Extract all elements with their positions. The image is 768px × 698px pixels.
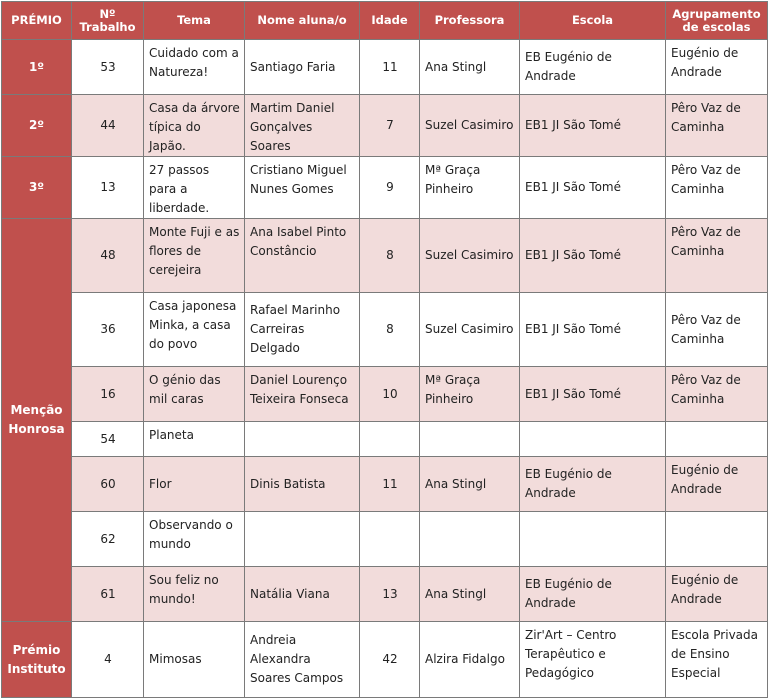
table-row <box>2 293 768 367</box>
escola-cell: EB Eugénio de Andrade <box>520 40 666 95</box>
idade-cell: 42 <box>360 622 420 698</box>
escola-cell: EB Eugénio de Andrade <box>520 567 666 622</box>
tema-cell: Casa da árvore típica do Japão. <box>144 95 245 157</box>
idade-cell: 13 <box>360 567 420 622</box>
agrupamento-cell <box>666 422 768 457</box>
premio-cell: Menção Honrosa <box>2 219 72 622</box>
nome-cell: Cristiano Miguel Nunes Gomes <box>245 157 360 219</box>
numero-cell: 4 <box>72 622 144 698</box>
escola-cell: EB1 JI São Tomé <box>520 367 666 422</box>
header-numero <box>72 2 144 40</box>
premio-cell: 1º <box>2 40 72 95</box>
agrupamento-cell: Escola Privada de Ensino Especial <box>666 622 768 698</box>
premio-cell: 2º <box>2 95 72 157</box>
idade-cell: 10 <box>360 367 420 422</box>
agrupamento-cell: Eugénio de Andrade <box>666 40 768 95</box>
idade-cell: 11 <box>360 40 420 95</box>
nome-cell: Martim Daniel Gonçalves Soares <box>245 95 360 157</box>
professora-cell: Ana Stingl <box>420 457 520 512</box>
tema-cell: Planeta <box>144 422 245 457</box>
escola-cell: EB1 JI São Tomé <box>520 157 666 219</box>
numero-cell: 36 <box>72 293 144 367</box>
escola-cell: EB1 JI São Tomé <box>520 293 666 367</box>
numero-cell: 61 <box>72 567 144 622</box>
professora-cell: Ana Stingl <box>420 567 520 622</box>
idade-cell: 9 <box>360 157 420 219</box>
escola-cell <box>520 422 666 457</box>
table-row <box>2 367 768 422</box>
professora-cell: Mª Graça Pinheiro <box>420 157 520 219</box>
tema-cell: 27 passos para a liberdade. <box>144 157 245 219</box>
header-nome: Nome aluna/o <box>245 2 360 40</box>
agrupamento-cell: Eugénio de Andrade <box>666 567 768 622</box>
header-escola: Escola <box>520 2 666 40</box>
agrupamento-cell: Pêro Vaz de Caminha <box>666 293 768 367</box>
escola-cell <box>520 512 666 567</box>
idade-cell <box>360 512 420 567</box>
agrupamento-cell <box>666 512 768 567</box>
nome-cell <box>245 512 360 567</box>
agrupamento-cell: Pêro Vaz de Caminha <box>666 95 768 157</box>
agrupamento-cell: Pêro Vaz de Caminha <box>666 157 768 219</box>
header-professora: Professora <box>420 2 520 40</box>
idade-cell: 7 <box>360 95 420 157</box>
numero-cell: 53 <box>72 40 144 95</box>
idade-cell: 8 <box>360 293 420 367</box>
header-row <box>2 2 768 40</box>
awards-table <box>1 1 768 698</box>
idade-cell: 8 <box>360 219 420 293</box>
table-row <box>2 40 768 95</box>
professora-cell: Suzel Casimiro <box>420 293 520 367</box>
header-tema: Tema <box>144 2 245 40</box>
table-row <box>2 457 768 512</box>
professora-cell: Suzel Casimiro <box>420 95 520 157</box>
header-numero-line1: Nº <box>99 6 116 21</box>
escola-cell: Zir'Art – Centro Terapêutico e Pedagógico <box>520 622 666 698</box>
tema-cell: Casa japonesa Minka, a casa do povo <box>144 293 245 367</box>
professora-cell: Suzel Casimiro <box>420 219 520 293</box>
numero-cell: 54 <box>72 422 144 457</box>
tema-cell: O génio das mil caras <box>144 367 245 422</box>
nome-cell: Dinis Batista <box>245 457 360 512</box>
nome-cell: Natália Viana <box>245 567 360 622</box>
professora-cell: Ana Stingl <box>420 40 520 95</box>
nome-cell: Daniel Lourenço Teixeira Fonseca <box>245 367 360 422</box>
tema-cell: Monte Fuji e as flores de cerejeira <box>144 219 245 293</box>
table-row <box>2 157 768 219</box>
nome-cell: Santiago Faria <box>245 40 360 95</box>
professora-cell: Mª Graça Pinheiro <box>420 367 520 422</box>
numero-cell: 13 <box>72 157 144 219</box>
table-row <box>2 512 768 567</box>
idade-cell: 11 <box>360 457 420 512</box>
agrupamento-cell: Eugénio de Andrade <box>666 457 768 512</box>
idade-cell <box>360 422 420 457</box>
nome-cell: Ana Isabel Pinto Constâncio <box>245 219 360 293</box>
professora-cell <box>420 422 520 457</box>
tema-cell: Sou feliz no mundo! <box>144 567 245 622</box>
numero-cell: 44 <box>72 95 144 157</box>
nome-cell <box>245 422 360 457</box>
table-row <box>2 422 768 457</box>
numero-cell: 16 <box>72 367 144 422</box>
numero-cell: 60 <box>72 457 144 512</box>
nome-cell: Rafael Marinho Carreiras Delgado <box>245 293 360 367</box>
header-agrupamento: Agrupamento de escolas <box>666 2 768 40</box>
header-idade: Idade <box>360 2 420 40</box>
table-row <box>2 567 768 622</box>
premio-cell: Prémio Instituto <box>2 622 72 698</box>
tema-cell: Observando o mundo <box>144 512 245 567</box>
numero-cell: 48 <box>72 219 144 293</box>
agrupamento-cell: Pêro Vaz de Caminha <box>666 219 768 293</box>
numero-cell: 62 <box>72 512 144 567</box>
header-premio: PRÉMIO <box>2 2 72 40</box>
tema-cell: Mimosas <box>144 622 245 698</box>
table-row <box>2 219 768 293</box>
escola-cell: EB1 JI São Tomé <box>520 219 666 293</box>
professora-cell <box>420 512 520 567</box>
escola-cell: EB1 JI São Tomé <box>520 95 666 157</box>
escola-cell: EB Eugénio de Andrade <box>520 457 666 512</box>
header-numero-line2: Trabalho <box>79 19 136 34</box>
nome-cell: Andreia Alexandra Soares Campos <box>245 622 360 698</box>
agrupamento-cell: Pêro Vaz de Caminha <box>666 367 768 422</box>
tema-cell: Cuidado com a Natureza! <box>144 40 245 95</box>
table-row <box>2 95 768 157</box>
professora-cell: Alzira Fidalgo <box>420 622 520 698</box>
tema-cell: Flor <box>144 457 245 512</box>
table-row <box>2 622 768 698</box>
premio-cell: 3º <box>2 157 72 219</box>
